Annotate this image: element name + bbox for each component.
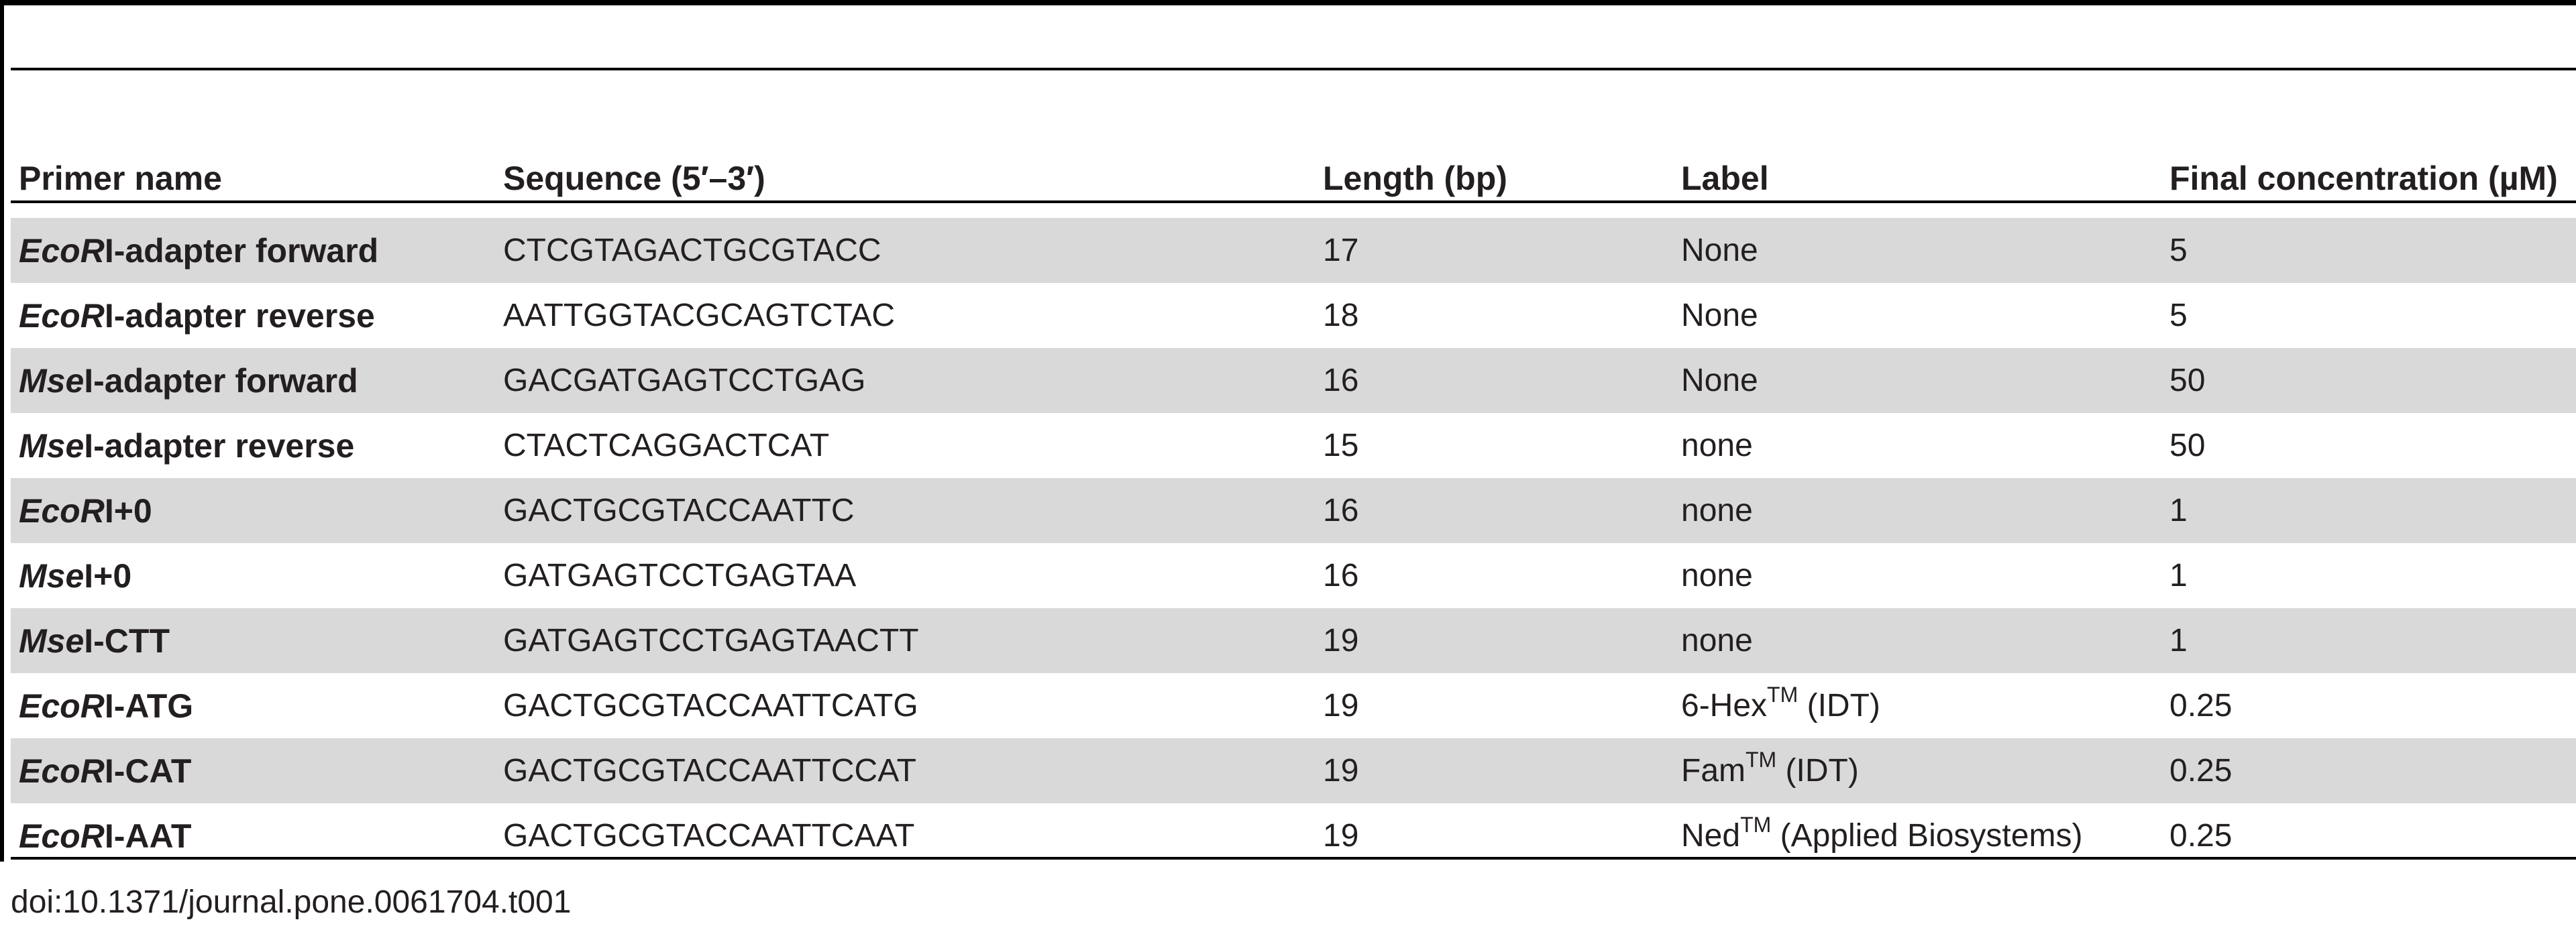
label-text: none (1681, 493, 1753, 528)
cell-sequence: GACTGCGTACCAATTCATG (503, 688, 918, 723)
table-row (11, 283, 2576, 348)
cell-label (1673, 738, 2161, 803)
table-row (11, 348, 2576, 413)
label-text: None (1681, 363, 1758, 398)
primer-name-italic: EcoR (19, 296, 105, 335)
cell-length: 19 (1315, 608, 1673, 673)
cell-sequence: GACTGCGTACCAATTCAAT (503, 818, 915, 854)
cell-label (1673, 608, 2161, 673)
cell-primer-name (11, 673, 495, 738)
cell-concentration: 5 (2169, 298, 2188, 333)
primer-name-italic: Mse (19, 622, 85, 660)
table-row (11, 478, 2576, 543)
table-bottom-rule (11, 857, 2576, 860)
label-text: Fam (1681, 753, 1746, 789)
cell-label (1673, 413, 2161, 478)
cell-label (1673, 543, 2161, 608)
cell-length: 17 (1315, 218, 1673, 283)
primer-table (11, 70, 2576, 868)
label-trademark: TM (1767, 683, 1799, 707)
header-bottom-rule (11, 200, 2576, 203)
label-trademark: TM (1746, 748, 1777, 772)
cell-sequence: GATGAGTCCTGAGTAACTT (495, 608, 1315, 673)
primer-name-rest: I-adapter reverse (84, 426, 355, 465)
primer-name-rest: I+0 (104, 491, 152, 530)
primer-name-rest: I-AAT (104, 817, 192, 855)
cell-length: 19 (1323, 818, 1359, 854)
cell-concentration: 1 (2169, 558, 2188, 593)
primer-name-italic: EcoR (19, 687, 105, 725)
cell-label (1673, 478, 2161, 543)
cell-sequence: GACTGCGTACCAATTCCAT (495, 738, 1315, 803)
cell-label (1673, 283, 2161, 348)
label-text: none (1681, 428, 1753, 463)
cell-concentration: 0.25 (2161, 738, 2576, 803)
label-suffix: (Applied Biosystems) (1771, 818, 2083, 854)
primer-name-italic: EcoR (19, 752, 105, 790)
primer-name-rest: I-CAT (104, 752, 192, 790)
label-text: Ned (1681, 818, 1741, 854)
header-length: Length (bp) (1323, 160, 1507, 197)
cell-sequence: GATGAGTCCTGAGTAA (503, 558, 857, 593)
header-sequence: Sequence (5′–3′) (503, 160, 765, 197)
label-trademark: TM (1740, 813, 1772, 837)
cell-concentration: 1 (2161, 478, 2576, 543)
header-final-concentration: Final concentration (µM) (2169, 160, 2558, 197)
doi-caption: doi:10.1371/journal.pone.0061704.t001 (11, 884, 572, 920)
primer-name-italic: EcoR (19, 817, 105, 855)
cell-sequence: CTACTCAGGACTCAT (503, 428, 830, 463)
cell-primer-name (11, 413, 495, 478)
table-row (11, 218, 2576, 283)
cell-primer-name (11, 608, 495, 673)
cell-primer-name (11, 738, 495, 803)
top-rule (0, 0, 2576, 5)
cell-length: 16 (1315, 348, 1673, 413)
cell-concentration: 50 (2161, 348, 2576, 413)
cell-length: 16 (1323, 558, 1359, 593)
left-rule (0, 0, 4, 862)
header-top-rule (11, 68, 2576, 70)
cell-sequence: AATTGGTACGCAGTCTAC (503, 298, 895, 333)
cell-sequence: GACTGCGTACCAATTC (495, 478, 1315, 543)
primer-name-rest: I-adapter reverse (104, 296, 375, 335)
primer-name-rest: I-adapter forward (84, 361, 358, 400)
cell-primer-name (11, 478, 495, 543)
cell-concentration: 0.25 (2169, 818, 2233, 854)
table-row (11, 673, 2576, 738)
header-row (11, 70, 2576, 218)
primer-name-rest: I-CTT (84, 622, 170, 660)
cell-primer-name (11, 218, 495, 283)
cell-concentration: 50 (2169, 428, 2206, 463)
label-suffix: (IDT) (1776, 753, 1859, 789)
primer-name-rest: I-ATG (104, 687, 194, 725)
cell-primer-name (11, 543, 495, 608)
cell-sequence: GACGATGAGTCCTGAG (495, 348, 1315, 413)
header-label: Label (1681, 160, 1769, 197)
table-row (11, 413, 2576, 478)
primer-name-rest: I+0 (84, 557, 132, 595)
cell-length: 15 (1323, 428, 1359, 463)
cell-label (1673, 218, 2161, 283)
cell-primer-name (11, 283, 495, 348)
primer-name-italic: EcoR (19, 231, 105, 270)
table-header (11, 70, 2576, 218)
table-row (11, 738, 2576, 803)
label-text: None (1681, 233, 1758, 268)
table-row (11, 608, 2576, 673)
cell-sequence: CTCGTAGACTGCGTACC (495, 218, 1315, 283)
cell-label (1673, 673, 2161, 738)
cell-concentration: 1 (2161, 608, 2576, 673)
cell-length: 16 (1315, 478, 1673, 543)
primer-name-italic: Mse (19, 426, 85, 465)
label-text: None (1681, 298, 1758, 333)
cell-length: 19 (1323, 688, 1359, 723)
primer-name-italic: Mse (19, 557, 85, 595)
header-primer-name: Primer name (19, 160, 222, 197)
label-text: none (1681, 623, 1753, 658)
label-text: none (1681, 558, 1753, 593)
table-body (11, 218, 2576, 868)
primer-name-italic: Mse (19, 361, 85, 400)
cell-label (1673, 348, 2161, 413)
cell-primer-name (11, 348, 495, 413)
cell-length: 19 (1315, 738, 1673, 803)
primer-name-rest: I-adapter forward (104, 231, 379, 270)
cell-concentration: 0.25 (2169, 688, 2233, 723)
label-text: 6-Hex (1681, 688, 1768, 723)
cell-concentration: 5 (2161, 218, 2576, 283)
table-row (11, 543, 2576, 608)
cell-length: 18 (1323, 298, 1359, 333)
label-suffix: (IDT) (1798, 688, 1880, 723)
primer-name-italic: EcoR (19, 491, 105, 530)
